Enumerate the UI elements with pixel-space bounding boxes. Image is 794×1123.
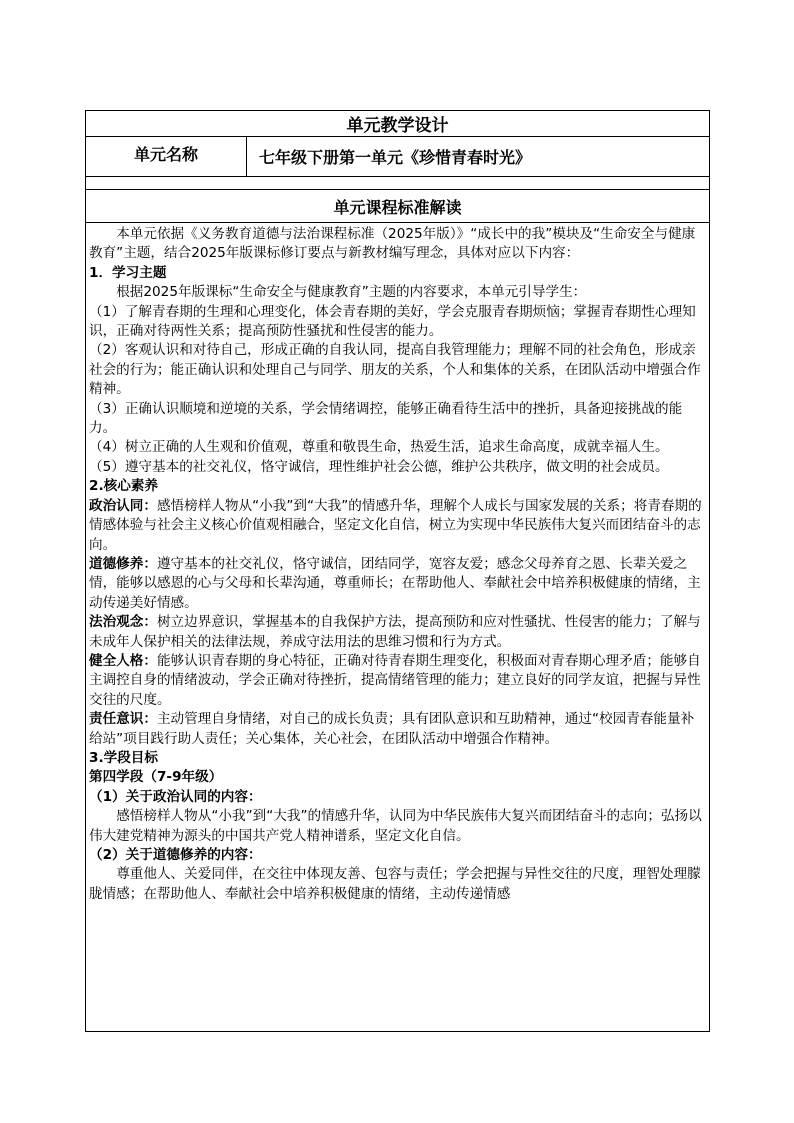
subsection-2-text: 尊重他人、关爱同伴，在交往中体现友善、包容与责任；学会把握与异性交往的尺度，理智处理朦胧情感；在帮助他人、奉献社会中培养积极健康的情绪，主动传递情感	[89, 866, 701, 902]
stage-label: 第四学段（7-9年级）	[89, 769, 223, 786]
literacy-item	[89, 497, 705, 555]
section-heading: 单元课程标准解读	[86, 189, 709, 223]
literacy-text: 主动管理自身情绪，对自己的成长负责；具有团队意识和互助精神，通过“校园青春能量补给站”项目践行助人责任；关心集体，关心社会，在团队活动中增强合作精神。	[89, 711, 695, 747]
table-title: 单元教学设计	[86, 111, 709, 137]
unit-design-table	[85, 110, 710, 1032]
literacy-item	[89, 613, 705, 652]
unit-name-row	[86, 137, 709, 177]
literacy-label: 责任意识：	[89, 711, 157, 728]
literacy-text: 能够认识青春期的身心特征，正确对待青春期生理变化，积极面对青春期心理矛盾；能够自主调控自身的情绪波动，学会正确对待挫折，提高情绪管理的能力；建立良好的同学友谊，把握与异性交往的尺度。	[89, 652, 701, 708]
section-3-title: 3.学段目标	[89, 749, 158, 766]
literacy-label: 道德修养：	[89, 555, 157, 572]
literacy-text: 树立边界意识，掌握基本的自我保护方法，提高预防和应对性骚扰、性侵害的能力；了解与未成年人保护相关的法律法规，养成守法用法的思维习惯和行为方式。	[89, 614, 701, 650]
section-2-title: 2.核心素养	[89, 478, 158, 495]
section-1-item: （1）了解青春期的生理和心理变化，体会青春期的美好，学会克服青春期烦恼；掌握青春期性心理知识，正确对待两性关系；提高预防性骚扰和性侵害的能力。	[89, 303, 696, 340]
subsection-1-text: 感悟榜样人物从“小我”到“大我”的情感升华，认同为中华民族伟大复兴而团结奋斗的志向；弘扬以伟大建党精神为源头的中国共产党人精神谱系，坚定文化自信。	[89, 808, 702, 844]
literacy-text: 感悟榜样人物从“小我”到“大我”的情感升华，理解个人成长与国家发展的关系；将青春期的情感体验与社会主义核心价值观相融合，坚定文化自信，树立为实现中华民族伟大复兴而团结奋斗的志向。	[89, 497, 702, 553]
spacer-row	[86, 177, 709, 189]
literacy-label: 法治观念：	[89, 614, 157, 631]
unit-name-label: 单元名称	[86, 137, 247, 176]
section-1-lead: 根据2025年版课标“生命安全与健康教育”主题的内容要求，本单元引导学生：	[116, 284, 587, 301]
subsection-1-title: （1）关于政治认同的内容：	[89, 788, 262, 805]
standards-body	[86, 223, 709, 1031]
section-1-item: （3）正确认识顺境和逆境的关系，学会情绪调控，能够正确看待生活中的挫折，具备迎接挑战的能力。	[89, 400, 683, 437]
literacy-label: 健全人格：	[89, 652, 157, 669]
literacy-text: 遵守基本的社交礼仪，恪守诚信，团结同学，宽容友爱；感念父母养育之恩、长辈关爱之情，能够以感恩的心与父母和长辈沟通，尊重师长；在帮助他人、奉献社会中培养积极健康的情绪，主动传递美好情感。	[89, 555, 701, 611]
section-1-item: （2）客观认识和对待自己，形成正确的自我认同，提高自我管理能力；理解不同的社会角色，形成亲社会的行为；能正确认识和处理自己与同学、朋友的关系，个人和集体的关系，在团队活动中增强合作精神。	[89, 342, 701, 398]
section-1-item: （4）树立正确的人生观和价值观，尊重和敬畏生命，热爱生活，追求生命高度，成就幸福人生。	[89, 439, 669, 456]
unit-name-value: 七年级下册第一单元《珍惜青春时光》	[259, 148, 532, 167]
literacy-label: 政治认同：	[89, 497, 157, 514]
subsection-2-title: （2）关于道德修养的内容：	[89, 847, 262, 863]
literacy-item	[89, 710, 705, 749]
section-1-title: 1．学习主题	[89, 264, 167, 281]
literacy-item	[89, 652, 705, 710]
literacy-item	[89, 555, 705, 613]
intro-paragraph: 本单元依据《义务教育道德与法治课程标准（2025年版）》“成长中的我”模块及“生命安全与健康教育”主题，结合2025年版课标修订要点与新教材编写理念，具体对应以下内容：	[89, 226, 696, 262]
section-1-item: （5）遵守基本的社交礼仪，恪守诚信，理性维护社会公德，维护公共秩序，做文明的社会成员。	[89, 458, 669, 475]
